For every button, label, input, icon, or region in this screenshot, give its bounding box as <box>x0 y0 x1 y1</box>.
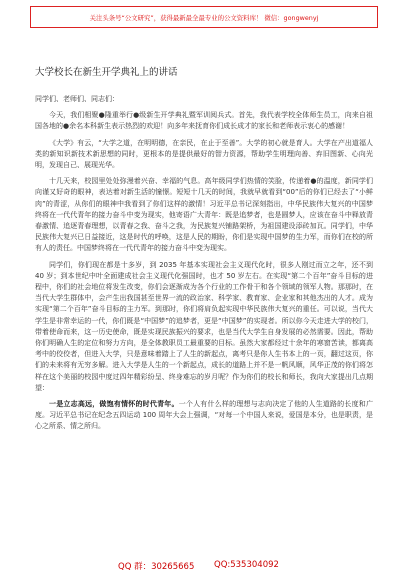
document-body <box>35 94 373 542</box>
footer-qq: QQ:535304092 <box>214 560 279 570</box>
body-paragraph-1: 今天，我们相聚●隆重举行●级新生开学典礼暨军训阅兵式。首先，我代表学校全体师生员工，向来自祖国各地的●余名本科新生表示热烈的欢迎！向多年来抚育你们成长成才的家长和老师表示衷心的感谢！ <box>35 111 373 131</box>
document-title: 大学校长在新生开学典礼上的讲话 <box>35 67 178 78</box>
salutation: 同学们、老师们、同志们： <box>35 95 119 103</box>
body-paragraph-4: 同学们，你们现在都是十多岁，到 2035 年基本实现社会主义现代化时，很多人刚过而立之年，还不到 40 岁；到本世纪中叶全面建成社会主义现代化强国时，也才 50 岁左右。在实现“第二个百年”奋斗目标的进程中，你们的社会地位将发生改变，你们会逐渐成为各个行业的工作骨干和各个领域的领军人物。那那时，在当代大学生群体中，会产生出我国甚至世界一流的政治家、科学家、教育家、企业家和其他杰出的人才。成为实现“第二个百年”奋斗目标的主力军。到那时，你们将肩负起实现中华民族伟大复兴的重任。可以说，当代大学生是非常幸运的一代，你们既是“中国梦”的追梦者，更是“中国梦”的实现者。所以你今天走进大学的校门，带着使命而来，这一历史使命，既是实现民族振兴的要求，也是当代大学生自身发展的必然需要。因此，帮助你们明确人生的定位和努力方向，是全体教职员工最重要的目标。虽然大家都经过十余年的寒窗苦读，都离高考中的佼佼者，但进入大学，只是意味着踏上了人生的新起点，离考只是你人生书本上的一页，翻过这页，你们的未来将有无穷多解。进入大学是人生的一个新起点，成长的道路上并不是一帆风顺，风华正茂的你们将怎样在这个美丽的校园中度过四年精彩纷呈、终身难忘的岁月呢？作为你们的校长和师长，我向大家提出几点期望： <box>35 260 373 392</box>
body-paragraph-2: 《大学》有云，“大学之道，在明明德，在亲民，在止于至善”。大学的初心就是育人。大学在产出道福人类的新知识新技术新思想的同时，更根本的是提供最好的智力资源，帮助学生明理向善、弃旧图新、心向光明，发现自己、展现光华。 <box>35 138 373 170</box>
promo-banner <box>30 6 378 28</box>
section-heading-bold: 一是立志高远，做饱有情怀的时代青年。 <box>49 400 179 409</box>
section-text: 一个人有什么样的理想与志向决定了他的人生道路的长度和广度。习近平总书记在纪念五四运动 100 周年大会上强调，“对每一个中国人来说，爱国是本分，也是职责，是心之所系、情之所归。 <box>35 400 373 431</box>
body-paragraph-5 <box>35 399 373 433</box>
footer-contact <box>0 560 408 574</box>
body-paragraph-3: 十几天来，校园里处处弥漫着兴奋、幸福的气息。高年级同学们热情的笑脸，传递着●的温度，新同学们向谨又好奇的眼神，表达着对新生活的憧憬。短短十几天的时间，我就早就看到“00”后的你们已经去了“小鲜肉”的青涩，从你们的眼神中我看到了你们这样的激情！习近平总书记深刻指出，中华民族伟大复兴的中国梦终将在一代代青年的接力奋斗中变为现实，他寄语广大青年：既是追梦者，也是圆梦人，应该在奋斗中释放青春激情、追逐青春理想，以青春之我、奋斗之我，为民族复兴铺路架桥，为祖国建设添砖加瓦。同学们，中华民族伟大复兴已日益接近，这是时代的呼唤，这是人民的期盼，你们是实现中国梦的生力军，而你们在校的所有人的责任。中国梦终将在一代代青年的接力奋斗中变为现实。 <box>35 177 373 253</box>
promo-banner-text: 关注头条号“公文研究”，获得最新最全最专业的公文资料库！ 微信：gongwenyj <box>89 13 319 22</box>
footer-qq-group: QQ 群：30265665 <box>118 562 195 572</box>
